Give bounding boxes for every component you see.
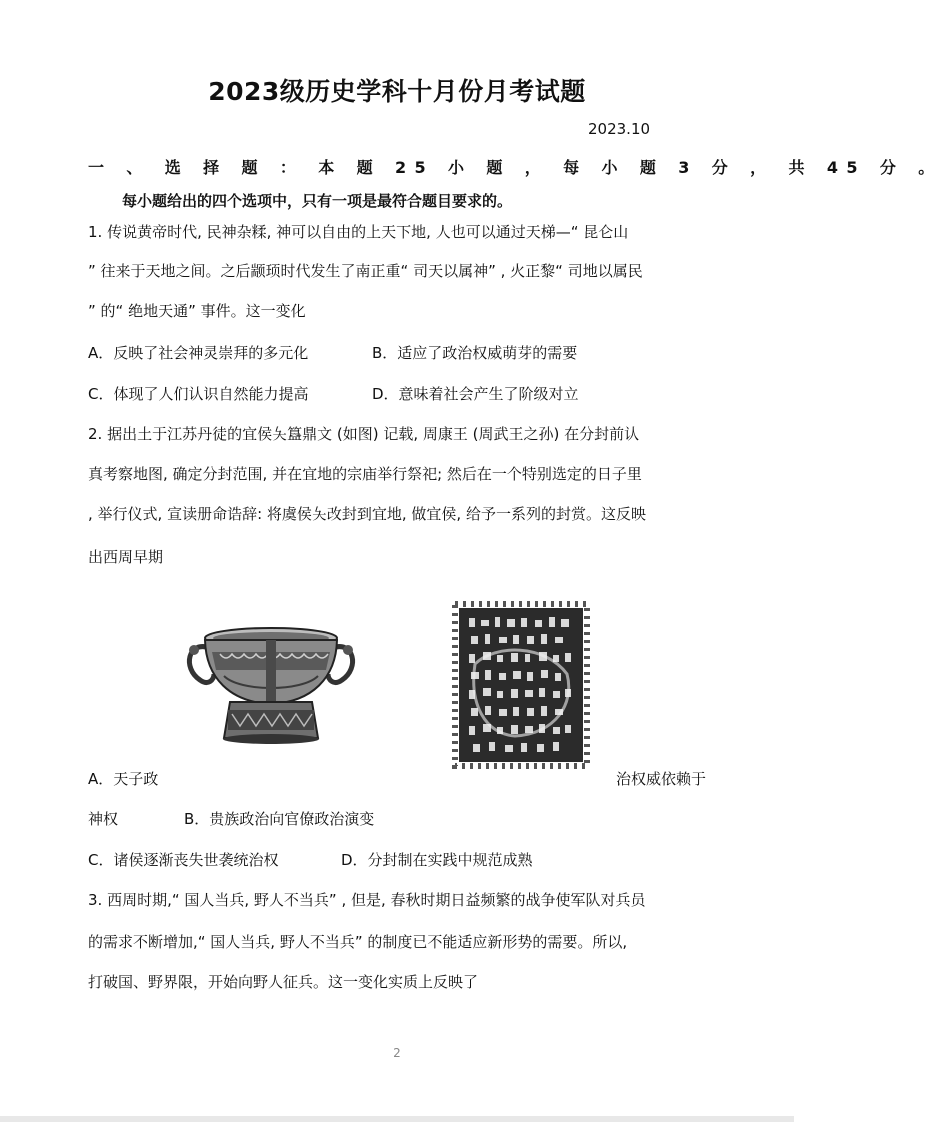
q2-option-a-start: A．天子政	[88, 770, 159, 788]
q3-stem-line1: 3. 西周时期,“ 国人当兵, 野人不当兵” , 但是, 春秋时期日益频繁的战争使军队对兵员	[88, 891, 646, 909]
q3-stem-line2: 的需求不断增加,“ 国人当兵, 野人不当兵” 的制度已不能适应新形势的需要。所以,	[88, 933, 628, 951]
q1-stem-line1: 1. 传说黄帝时代, 民神杂糅, 神可以自由的上天下地, 人也可以通过天梯—“ 昆仑山	[88, 223, 629, 241]
q1-option-a: A．反映了社会神灵崇拜的多元化	[88, 344, 309, 362]
section-instruction: 每小题给出的四个选项中，只有一项是最符合题目要求的。	[122, 192, 513, 210]
q3-stem-line3: 打破国、野界限，开始向野人征兵。这一变化实质上反映了	[88, 973, 479, 991]
q2-stem-line3: , 举行仪式, 宣读册命诰辞: 将虞侯夨改封到宜地, 做宜侯, 给予一系列的封赏。这反映	[88, 505, 646, 523]
q2-stem-line4: 出西周早期	[88, 548, 164, 566]
bronze-gui-vessel-image	[180, 618, 362, 746]
section-heading: 一 、 选 择 题 ： 本 题 25 小 题 ， 每 小 题 3 分 ， 共 45 分 。	[88, 158, 943, 177]
page-bottom-divider	[0, 1116, 794, 1122]
q2-stem-line1: 2. 据出土于江苏丹徒的宜侯夨簋鼎文 (如图) 记载, 周康王 (周武王之孙) 在分封前认	[88, 425, 640, 443]
q2-option-a-continued: 神权	[88, 810, 119, 828]
q2-option-c: C．诸侯逐渐丧失世袭统治权	[88, 851, 279, 869]
page-number: 2	[393, 1046, 401, 1060]
inscription-rubbing-image	[455, 604, 587, 766]
exam-date: 2023.10	[588, 120, 651, 138]
q1-option-b: B．适应了政治权威萌芽的需要	[372, 344, 578, 362]
q2-option-d: D．分封制在实践中规范成熟	[341, 851, 533, 869]
q2-option-b: B．贵族政治向官僚政治演变	[184, 810, 375, 828]
q1-stem-line3: ” 的“ 绝地天通” 事件。这一变化	[88, 302, 306, 320]
q1-option-c: C．体现了人们认识自然能力提高	[88, 385, 309, 403]
q1-option-d: D．意味着社会产生了阶级对立	[372, 385, 579, 403]
q1-stem-line2: ” 往来于天地之间。之后颛顼时代发生了南正重“ 司天以属神” , 火正黎“ 司地以属民	[88, 262, 643, 280]
page-title: 2023级历史学科十月份月考试题	[208, 77, 586, 106]
q2-stem-line2: 真考察地图, 确定分封范围, 并在宜地的宗庙举行祭祀; 然后在一个特别选定的日子里	[88, 465, 642, 483]
q2-option-a-end: 治权威依赖于	[615, 770, 706, 788]
